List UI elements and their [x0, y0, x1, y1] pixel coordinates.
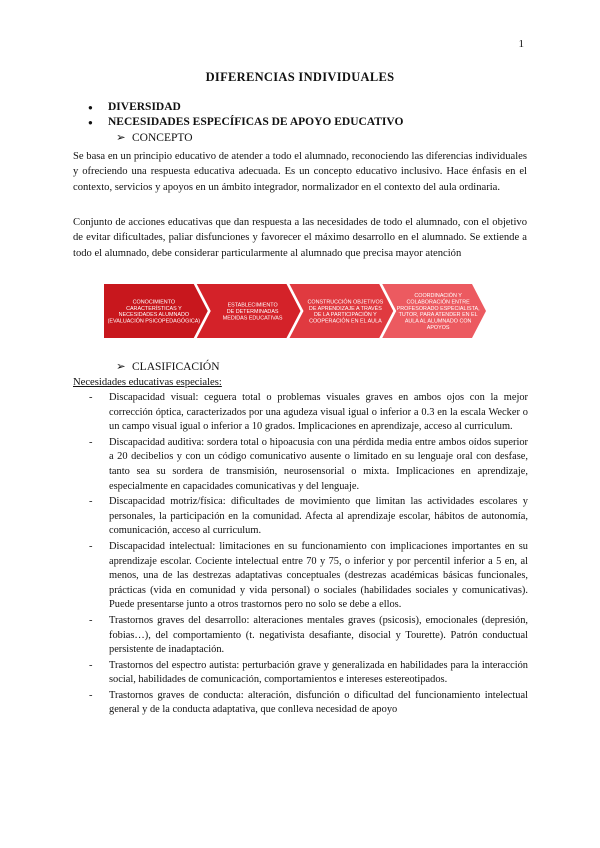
clasificacion-heading-label: CLASIFICACIÓN — [132, 361, 220, 373]
chevron-step-line: COLABORACIÓN ENTRE — [406, 299, 470, 306]
concepto-paragraph-2: Conjunto de acciones educativas que dan respuesta a las necesidades de todo el alumnado, con el objetivo de evitar dificultades, paliar disfunciones y favorecer el máximo desarrollo en el alumnado. Se extiende a todo el alumnado, debe considerar particularmente al alumnado que precisa mayor atención — [73, 217, 527, 259]
chevron-step-line: NECESIDADES ALUMNADO — [118, 312, 190, 319]
chevron-step-line: PROFESORADO ESPECIALISTA, — [396, 305, 480, 312]
arrowhead-icon: ➢ — [116, 361, 126, 373]
chevron-step-line: AULA AL ALUMNADO CON — [404, 318, 472, 325]
chevron-step-label — [307, 298, 383, 324]
chevron-step-line: COOPERACIÓN EN EL AULA — [309, 318, 382, 325]
list-item: - Trastornos graves de conducta: alteración, disfunción o dificultad del funcionamiento intelectual general y de la conducta adaptativa, que conlleva necesidad de apoyo — [73, 689, 528, 718]
chevron-step-line: DE DETERMINADAS — [226, 309, 279, 315]
bullet-necesidades: ● NECESIDADES ESPECÍFICAS DE APOYO EDUCATIVO — [86, 115, 526, 130]
chevron-step-line: APOYOS — [426, 325, 450, 331]
chevron-step-line: CARACTERÍSTICAS Y — [126, 305, 182, 312]
chevron-step-line: DE LA PARTICIPACIÓN Y — [313, 312, 377, 319]
chevron-step-line: COORDINACIÓN Y — [414, 293, 462, 299]
list-item: - Discapacidad motriz/física: dificultades de movimiento que limitan las actividades escolares y personales, la participación en la comunidad. Afecta al aprendizaje escolar, hábitos de autonomía, comunicación, acceso al curriculum. — [73, 495, 528, 539]
concepto-paragraph-1: Se basa en un principio educativo de atender a todo el alumnado, reconociendo las diferencias individuales y ofreciendo una respuesta educativa adecuada. Es un concepto educativo inclusivo. Hace énfasis en el contexto, servicios y apoyos en un ámbito integrador, normalizador en el contexto del aula ordinaria. — [73, 151, 527, 193]
chevron-step-line: (EVALUACIÓN PSICOPEDAGÓGICA) — [107, 318, 201, 325]
list-item: - Trastornos del espectro autista: perturbación grave y generalizada en habilidades para la interacción social, habilidades de comunicación, comportamientos e intereses estereotipados. — [73, 659, 528, 688]
chevron-step-line: CONOCIMIENTO — [132, 299, 176, 306]
page-number: 1 — [518, 38, 524, 50]
chevron-step-line: TUTOR, PARA ATENDER EN EL — [398, 312, 478, 319]
arrowhead-icon: ➢ — [116, 132, 126, 144]
chevron-step-line: ESTABLECIMIENTO — [227, 302, 278, 309]
chevron-step-label — [223, 303, 283, 322]
list-item: - Trastornos graves del desarrollo: alteraciones mentales graves (psicosis), emocionales (depresión, fobias…), del comportamiento (t. negativista desafiante, disocial y Tourette). Patrón conductual persistente de inadaptación. — [73, 614, 528, 658]
chevron-step-line: DE APRENDIZAJE A TRAVÉS — [308, 305, 382, 312]
main-bullet-list — [86, 100, 526, 130]
bullet-diversidad: ● DIVERSIDAD — [86, 100, 526, 115]
nee-subheading: Necesidades educativas especiales: — [73, 377, 222, 388]
list-item: - Discapacidad auditiva: sordera total o hipoacusia con una pérdida media entre ambos oídos superior a 20 decibelios y con un código comunicativo ausente o limitado en su lenguaje oral con desfase, tanto sea su sordera de transmisión, neurosensorial o mixta. Implicaciones en aprendizaje, especialmente en capacidades comunicativas y del lenguaje. — [73, 436, 528, 494]
concepto-heading-label: CONCEPTO — [132, 132, 193, 144]
list-item: - Discapacidad intelectual: limitaciones en su funcionamiento con implicaciones importantes en su aprendizaje escolar. Cociente intelectual entre 70 y 75, o inferior y por percentil inferior a 5 en, al menos, una de las destrezas adaptativas conceptuales (destrezas académicas básicas funcionales, prácticas (vida en comunidad y vida personal) o sociales (habilidades sociales y comunicativas). Puede presentarse junto a otros trastornos pero no solo se debe a ellos. — [73, 540, 528, 613]
clasificacion-heading — [116, 360, 220, 375]
page-title: DIFERENCIAS INDIVIDUALES — [205, 70, 395, 84]
chevron-step-line: CONSTRUCCIÓN OBJETIVOS — [307, 299, 384, 306]
concepto-heading — [116, 131, 193, 146]
list-item: - Discapacidad visual: ceguera total o problemas visuales graves en ambos ojos con la mejor corrección óptica, caracterizados por una agudeza visual igual o inferior a 0.3 en la escala Wecker o un campo visual igual o inferior a 10 grados. Implicaciones en aprendizaje, acceso al curriculum. — [73, 391, 528, 435]
process-chevron-diagram — [104, 284, 500, 338]
chevron-diagram-svg — [104, 284, 500, 338]
clasificacion-list — [73, 391, 528, 719]
chevron-step-line: MEDIDAS EDUCATIVAS — [222, 315, 283, 322]
